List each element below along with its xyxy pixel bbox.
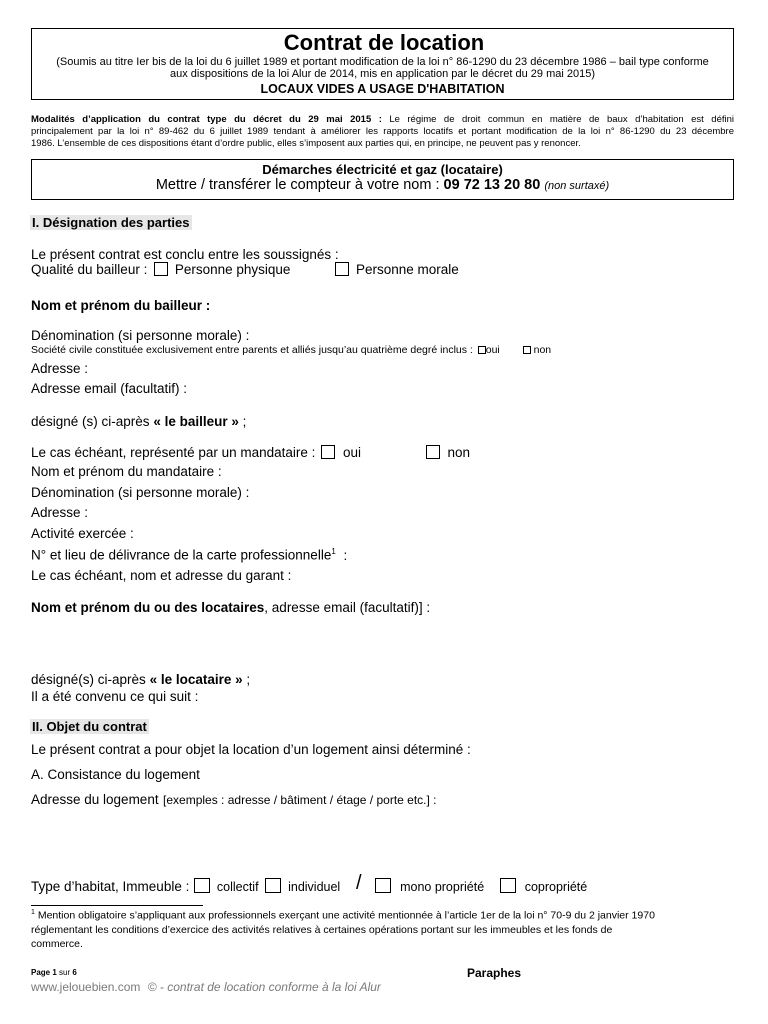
garant-label: Le cas échéant, nom et adresse du garant : bbox=[31, 568, 292, 583]
mandataire-non-checkbox[interactable] bbox=[426, 445, 440, 459]
sci-oui-label: oui bbox=[485, 344, 500, 356]
locataires-bold: Nom et prénom du ou des locataires bbox=[31, 600, 265, 615]
adresse-bailleur-label: Adresse : bbox=[31, 361, 89, 376]
sci-row bbox=[31, 344, 551, 356]
designe-locataire: « le locataire » bbox=[149, 672, 243, 687]
designes-prefix: désigné(s) ci-après bbox=[31, 672, 146, 687]
qualite-bailleur-row bbox=[31, 262, 459, 277]
copropriete-label: copropriété bbox=[524, 880, 588, 894]
designe-prefix: désigné (s) ci-après bbox=[31, 414, 150, 429]
section-1-heading: I. Désignation des parties bbox=[32, 215, 190, 230]
collectif-label: collectif bbox=[216, 880, 259, 894]
designe-bailleur-line bbox=[31, 414, 246, 429]
designe-bailleur: « le bailleur » bbox=[153, 414, 239, 429]
adresse-logement-label bbox=[31, 791, 437, 809]
footnote-line-2: réglementant les conditions d’exercice des activités relatives à certaines opérations portant sur les immeubles et les fonds de bbox=[31, 924, 613, 936]
energy-phone[interactable]: 09 72 13 20 80 bbox=[443, 177, 541, 193]
adresse-mandataire-label: Adresse : bbox=[31, 505, 89, 520]
sci-text: Société civile constituée exclusivement entre parents et alliés jusqu’au quatrième degré inclus : bbox=[31, 344, 473, 356]
adresse-logement-text: Adresse du logement bbox=[31, 792, 159, 807]
page-sur: sur bbox=[59, 968, 71, 977]
modalites-line-1 bbox=[31, 114, 734, 125]
page-label: Page bbox=[31, 968, 51, 977]
footnote-line-1 bbox=[31, 909, 655, 922]
denomination-label: Dénomination (si personne morale) : bbox=[31, 328, 250, 343]
activite-label: Activité exercée : bbox=[31, 526, 134, 541]
footnote-divider bbox=[31, 905, 203, 906]
convenu-line: Il a été convenu ce qui suit : bbox=[31, 689, 199, 704]
mono-propriete-label: mono propriété bbox=[400, 880, 485, 894]
qualite-label: Qualité du bailleur : bbox=[31, 262, 148, 277]
individuel-checkbox[interactable] bbox=[265, 878, 281, 893]
lease-kind: LOCAUX VIDES A USAGE D'HABITATION bbox=[260, 82, 505, 96]
adresse-logement-exemples: [exemples : adresse / bâtiment / étage / porte etc.] : bbox=[163, 793, 437, 807]
footer-credits bbox=[31, 980, 381, 994]
personne-physique-label: Personne physique bbox=[174, 262, 291, 277]
type-separator: / bbox=[355, 872, 362, 894]
carte-pro-end: : bbox=[343, 547, 348, 563]
type-habitat-row bbox=[31, 872, 587, 895]
modalites-lead: Modalités d’application du contrat type du décret du 29 mai 2015 : bbox=[31, 114, 382, 125]
sci-non-checkbox[interactable] bbox=[523, 346, 531, 354]
locataires-rest: , adresse email (facultatif)] : bbox=[264, 600, 431, 615]
denomination-mandataire-label: Dénomination (si personne morale) : bbox=[31, 485, 250, 500]
nom-bailleur-label: Nom et prénom du bailleur : bbox=[31, 298, 211, 313]
copropriete-checkbox[interactable] bbox=[500, 878, 516, 893]
designe-suffix: ; bbox=[242, 414, 247, 429]
mono-propriete-checkbox[interactable] bbox=[375, 878, 391, 893]
carte-pro-label bbox=[31, 547, 347, 563]
nom-mandataire-label: Nom et prénom du mandataire : bbox=[31, 464, 222, 479]
collectif-checkbox[interactable] bbox=[194, 878, 210, 893]
personne-morale-label: Personne morale bbox=[355, 262, 459, 277]
personne-morale-checkbox[interactable] bbox=[335, 262, 349, 276]
carte-pro-text: N° et lieu de délivrance de la carte professionnelle bbox=[31, 547, 332, 563]
document-title: Contrat de location bbox=[283, 30, 485, 55]
type-habitat-label: Type d’habitat, Immeuble : bbox=[31, 879, 190, 894]
individuel-label: individuel bbox=[288, 880, 341, 894]
energy-title: Démarches électricité et gaz (locataire) bbox=[262, 162, 503, 177]
footnote-ref[interactable]: 1 bbox=[331, 547, 336, 556]
email-bailleur-label: Adresse email (facultatif) : bbox=[31, 381, 188, 396]
copyright-text: © - contrat de location conforme à la loi Alur bbox=[147, 980, 381, 994]
footnote-mark: 1 bbox=[31, 909, 35, 916]
page-indicator bbox=[31, 968, 77, 977]
consistance-label: A. Consistance du logement bbox=[31, 767, 200, 782]
energy-text: Mettre / transférer le compteur à votre nom : bbox=[155, 177, 440, 193]
energy-line bbox=[31, 177, 734, 193]
header-subtitle-2: aux dispositions de la loi Alur de 2014, mis en application par le décret du 29 mai 2015) bbox=[170, 68, 595, 80]
mandataire-question: Le cas échéant, représenté par un mandataire : bbox=[31, 445, 316, 460]
mandataire-oui-label: oui bbox=[342, 445, 361, 460]
designe-locataire-line bbox=[31, 672, 250, 687]
designe-suffix-2: ; bbox=[246, 672, 251, 687]
footnote-text-1: Mention obligatoire s’appliquant aux professionnels exerçant une activité mentionnée à l’article 1er de la loi n° 70-9 du 2 janvier 1970 bbox=[37, 909, 655, 922]
mandataire-row bbox=[31, 445, 470, 460]
locataires-label bbox=[31, 600, 430, 615]
sci-non-label: non bbox=[533, 344, 552, 356]
paraphes-label: Paraphes bbox=[467, 966, 522, 980]
objet-intro: Le présent contrat a pour objet la location d’un logement ainsi déterminé : bbox=[31, 742, 471, 757]
modalites-line-2: principalement par la loi n° 89-462 du 6 juillet 1989 tendant à améliorer les rapports locatifs et portant modification de la loi n° 86-1290 du 23 décembre bbox=[31, 126, 734, 137]
mandataire-oui-checkbox[interactable] bbox=[321, 445, 335, 459]
site-link[interactable]: www.jelouebien.com bbox=[31, 980, 141, 994]
modalites-text-1: Le régime de droit commun en matière de baux d’habitation est défini bbox=[389, 114, 735, 125]
page-number: 1 bbox=[52, 968, 57, 977]
modalites-line-3: 1986. L’ensemble de ces dispositions étant d’ordre public, elles s’imposent aux parties qui, en principe, ne peuvent pas y renoncer. bbox=[31, 138, 581, 149]
sci-oui-checkbox[interactable] bbox=[478, 346, 486, 354]
footnote-line-3: commerce. bbox=[31, 938, 83, 950]
energy-note: (non surtaxé) bbox=[544, 180, 610, 192]
mandataire-non-label: non bbox=[447, 445, 471, 460]
parties-intro: Le présent contrat est conclu entre les soussignés : bbox=[31, 247, 339, 262]
personne-physique-checkbox[interactable] bbox=[154, 262, 168, 276]
section-2-heading: II. Objet du contrat bbox=[32, 719, 147, 734]
page-total: 6 bbox=[72, 968, 77, 977]
header-subtitle-1: (Soumis au titre Ier bis de la loi du 6 juillet 1989 et portant modification de la loi n° 86-1290 du 23 décembre 1986 – bail type conforme bbox=[56, 56, 709, 68]
